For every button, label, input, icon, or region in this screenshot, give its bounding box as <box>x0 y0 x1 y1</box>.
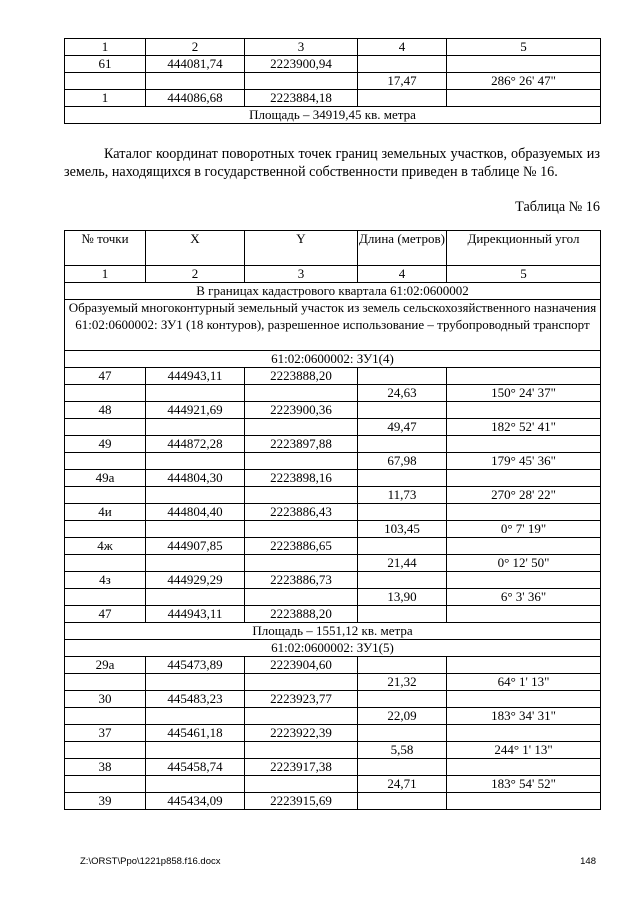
y-cell: 2223884,18 <box>245 90 358 107</box>
angle-cell: 64° 1' 13" <box>447 674 601 691</box>
x-cell: 444086,68 <box>146 90 245 107</box>
header-row <box>65 231 601 266</box>
table-row <box>65 793 601 810</box>
x-cell <box>146 708 245 725</box>
point-cell <box>65 487 146 504</box>
y-cell: 2223923,77 <box>245 691 358 708</box>
x-cell <box>146 487 245 504</box>
y-cell: 2223922,39 <box>245 725 358 742</box>
length-cell: 5,58 <box>358 742 447 759</box>
table-row <box>65 691 601 708</box>
angle-cell <box>447 470 601 487</box>
quarter-cell: В границах кадастрового квартала 61:02:0600002 <box>65 283 601 300</box>
angle-cell: 270° 28' 22" <box>447 487 601 504</box>
x-cell: 445473,89 <box>146 657 245 674</box>
y-cell: 2223917,38 <box>245 759 358 776</box>
angle-cell <box>447 793 601 810</box>
angle-cell: 182° 52' 41" <box>447 419 601 436</box>
catalog-paragraph: Каталог координат поворотных точек границ земельных участков, образуемых из земель, находящихся в государственной собственности приведен в таблице № 16. <box>64 146 600 180</box>
table-row <box>65 402 601 419</box>
y-cell: 2223897,88 <box>245 436 358 453</box>
point-cell: 49а <box>65 470 146 487</box>
description-cell: Образуемый многоконтурный земельный участок из земель сельскохозяйственного назначения 61:02:0600002: ЗУ1 (18 контуров), разрешенное использование – трубопроводный транспорт <box>65 300 601 351</box>
angle-cell <box>447 572 601 589</box>
column-number-cell: 5 <box>447 266 601 283</box>
column-number-cell: 1 <box>65 39 146 56</box>
length-cell <box>358 90 447 107</box>
section-row <box>65 640 601 657</box>
x-cell: 445434,09 <box>146 793 245 810</box>
y-cell <box>245 385 358 402</box>
x-cell <box>146 419 245 436</box>
angle-cell <box>447 725 601 742</box>
table-row <box>65 470 601 487</box>
angle-cell <box>447 691 601 708</box>
y-cell <box>245 708 358 725</box>
angle-cell: 286° 26' 47" <box>447 73 601 90</box>
y-cell <box>245 453 358 470</box>
column-header-cell: № точки <box>65 231 146 266</box>
x-cell <box>146 589 245 606</box>
angle-cell <box>447 436 601 453</box>
point-cell <box>65 589 146 606</box>
length-cell <box>358 691 447 708</box>
length-cell <box>358 436 447 453</box>
point-cell <box>65 708 146 725</box>
x-cell: 444943,11 <box>146 368 245 385</box>
length-cell <box>358 725 447 742</box>
table-row <box>65 589 601 606</box>
angle-cell <box>447 368 601 385</box>
length-cell: 17,47 <box>358 73 447 90</box>
column-number-cell: 3 <box>245 266 358 283</box>
table-row <box>65 521 601 538</box>
length-cell: 22,09 <box>358 708 447 725</box>
point-cell <box>65 742 146 759</box>
column-header-cell: Длина (метров) <box>358 231 447 266</box>
table-row <box>65 90 601 107</box>
y-cell <box>245 73 358 90</box>
y-cell: 2223915,69 <box>245 793 358 810</box>
y-cell <box>245 742 358 759</box>
length-cell: 24,63 <box>358 385 447 402</box>
x-cell: 444943,11 <box>146 606 245 623</box>
column-number-cell: 2 <box>146 39 245 56</box>
table-row <box>65 657 601 674</box>
length-cell: 24,71 <box>358 776 447 793</box>
area-cell: Площадь – 1551,12 кв. метра <box>65 623 601 640</box>
point-cell: 48 <box>65 402 146 419</box>
x-cell: 445458,74 <box>146 759 245 776</box>
length-cell: 21,44 <box>358 555 447 572</box>
x-cell <box>146 521 245 538</box>
point-cell <box>65 385 146 402</box>
y-cell <box>245 521 358 538</box>
length-cell <box>358 368 447 385</box>
column-number-cell: 3 <box>245 39 358 56</box>
point-cell <box>65 453 146 470</box>
table-row <box>65 538 601 555</box>
angle-cell: 183° 34' 31" <box>447 708 601 725</box>
column-number-row <box>65 39 601 56</box>
coordinates-table-16 <box>64 230 601 810</box>
point-cell: 29а <box>65 657 146 674</box>
y-cell <box>245 674 358 691</box>
table-row <box>65 453 601 470</box>
x-cell <box>146 453 245 470</box>
table-row <box>65 742 601 759</box>
angle-cell: 0° 7' 19" <box>447 521 601 538</box>
table-row <box>65 419 601 436</box>
angle-cell <box>447 56 601 73</box>
point-cell: 38 <box>65 759 146 776</box>
angle-cell <box>447 504 601 521</box>
length-cell: 13,90 <box>358 589 447 606</box>
length-cell <box>358 572 447 589</box>
length-cell <box>358 470 447 487</box>
point-cell: 1 <box>65 90 146 107</box>
point-cell <box>65 674 146 691</box>
y-cell: 2223904,60 <box>245 657 358 674</box>
x-cell: 444929,29 <box>146 572 245 589</box>
footer-page-number: 148 <box>580 856 596 867</box>
y-cell <box>245 589 358 606</box>
length-cell <box>358 402 447 419</box>
table-row <box>65 504 601 521</box>
angle-cell <box>447 538 601 555</box>
point-cell <box>65 521 146 538</box>
y-cell <box>245 487 358 504</box>
y-cell <box>245 776 358 793</box>
angle-cell <box>447 402 601 419</box>
column-header-cell: Дирекционный угол <box>447 231 601 266</box>
length-cell <box>358 606 447 623</box>
table-row <box>65 368 601 385</box>
y-cell <box>245 419 358 436</box>
length-cell <box>358 538 447 555</box>
column-number-cell: 1 <box>65 266 146 283</box>
area-row <box>65 623 601 640</box>
x-cell <box>146 674 245 691</box>
y-cell: 2223898,16 <box>245 470 358 487</box>
section-row <box>65 351 601 368</box>
x-cell: 444872,28 <box>146 436 245 453</box>
x-cell: 444921,69 <box>146 402 245 419</box>
x-cell: 444804,40 <box>146 504 245 521</box>
length-cell <box>358 793 447 810</box>
angle-cell: 6° 3' 36" <box>447 589 601 606</box>
point-cell: 37 <box>65 725 146 742</box>
angle-cell <box>447 657 601 674</box>
table-row <box>65 56 601 73</box>
table-row <box>65 572 601 589</box>
x-cell <box>146 385 245 402</box>
table-row <box>65 606 601 623</box>
table-row <box>65 776 601 793</box>
point-cell: 49 <box>65 436 146 453</box>
x-cell: 444907,85 <box>146 538 245 555</box>
section-cell: 61:02:0600002: ЗУ1(5) <box>65 640 601 657</box>
table-number: Таблица № 16 <box>515 199 600 215</box>
point-cell: 4з <box>65 572 146 589</box>
angle-cell: 150° 24' 37" <box>447 385 601 402</box>
footer-file-path: Z:\ORST\Ppo\1221p858.f16.docx <box>80 856 221 867</box>
table-row <box>65 725 601 742</box>
y-cell <box>245 555 358 572</box>
y-cell: 2223886,65 <box>245 538 358 555</box>
column-number-cell: 4 <box>358 39 447 56</box>
point-cell: 39 <box>65 793 146 810</box>
length-cell <box>358 56 447 73</box>
y-cell: 2223900,94 <box>245 56 358 73</box>
table-row <box>65 555 601 572</box>
point-cell: 47 <box>65 368 146 385</box>
x-cell: 444804,30 <box>146 470 245 487</box>
x-cell <box>146 73 245 90</box>
description-row <box>65 300 601 351</box>
angle-cell: 0° 12' 50" <box>447 555 601 572</box>
point-cell: 61 <box>65 56 146 73</box>
table-row <box>65 759 601 776</box>
area-row <box>65 107 601 124</box>
area-cell: Площадь – 34919,45 кв. метра <box>65 107 601 124</box>
angle-cell: 244° 1' 13" <box>447 742 601 759</box>
x-cell <box>146 555 245 572</box>
length-cell <box>358 759 447 776</box>
x-cell <box>146 776 245 793</box>
section-cell: 61:02:0600002: ЗУ1(4) <box>65 351 601 368</box>
y-cell: 2223888,20 <box>245 368 358 385</box>
length-cell: 21,32 <box>358 674 447 691</box>
table-row <box>65 487 601 504</box>
table-row <box>65 436 601 453</box>
point-cell <box>65 419 146 436</box>
point-cell <box>65 73 146 90</box>
length-cell: 67,98 <box>358 453 447 470</box>
angle-cell: 183° 54' 52" <box>447 776 601 793</box>
coordinates-table-continued <box>64 38 601 124</box>
point-cell: 47 <box>65 606 146 623</box>
x-cell: 444081,74 <box>146 56 245 73</box>
length-cell <box>358 504 447 521</box>
x-cell: 445461,18 <box>146 725 245 742</box>
table-row <box>65 385 601 402</box>
length-cell: 103,45 <box>358 521 447 538</box>
length-cell: 11,73 <box>358 487 447 504</box>
quarter-row <box>65 283 601 300</box>
angle-cell <box>447 759 601 776</box>
point-cell: 4ж <box>65 538 146 555</box>
length-cell <box>358 657 447 674</box>
x-cell <box>146 742 245 759</box>
column-header-cell: X <box>146 231 245 266</box>
length-cell: 49,47 <box>358 419 447 436</box>
column-number-cell: 4 <box>358 266 447 283</box>
table-row <box>65 674 601 691</box>
y-cell: 2223886,43 <box>245 504 358 521</box>
x-cell: 445483,23 <box>146 691 245 708</box>
column-number-cell: 2 <box>146 266 245 283</box>
column-number-cell: 5 <box>447 39 601 56</box>
column-header-cell: Y <box>245 231 358 266</box>
point-cell: 4и <box>65 504 146 521</box>
column-number-row <box>65 266 601 283</box>
angle-cell: 179° 45' 36" <box>447 453 601 470</box>
point-cell <box>65 776 146 793</box>
y-cell: 2223886,73 <box>245 572 358 589</box>
y-cell: 2223888,20 <box>245 606 358 623</box>
angle-cell <box>447 90 601 107</box>
table-row <box>65 708 601 725</box>
y-cell: 2223900,36 <box>245 402 358 419</box>
angle-cell <box>447 606 601 623</box>
table-row <box>65 73 601 90</box>
point-cell <box>65 555 146 572</box>
point-cell: 30 <box>65 691 146 708</box>
